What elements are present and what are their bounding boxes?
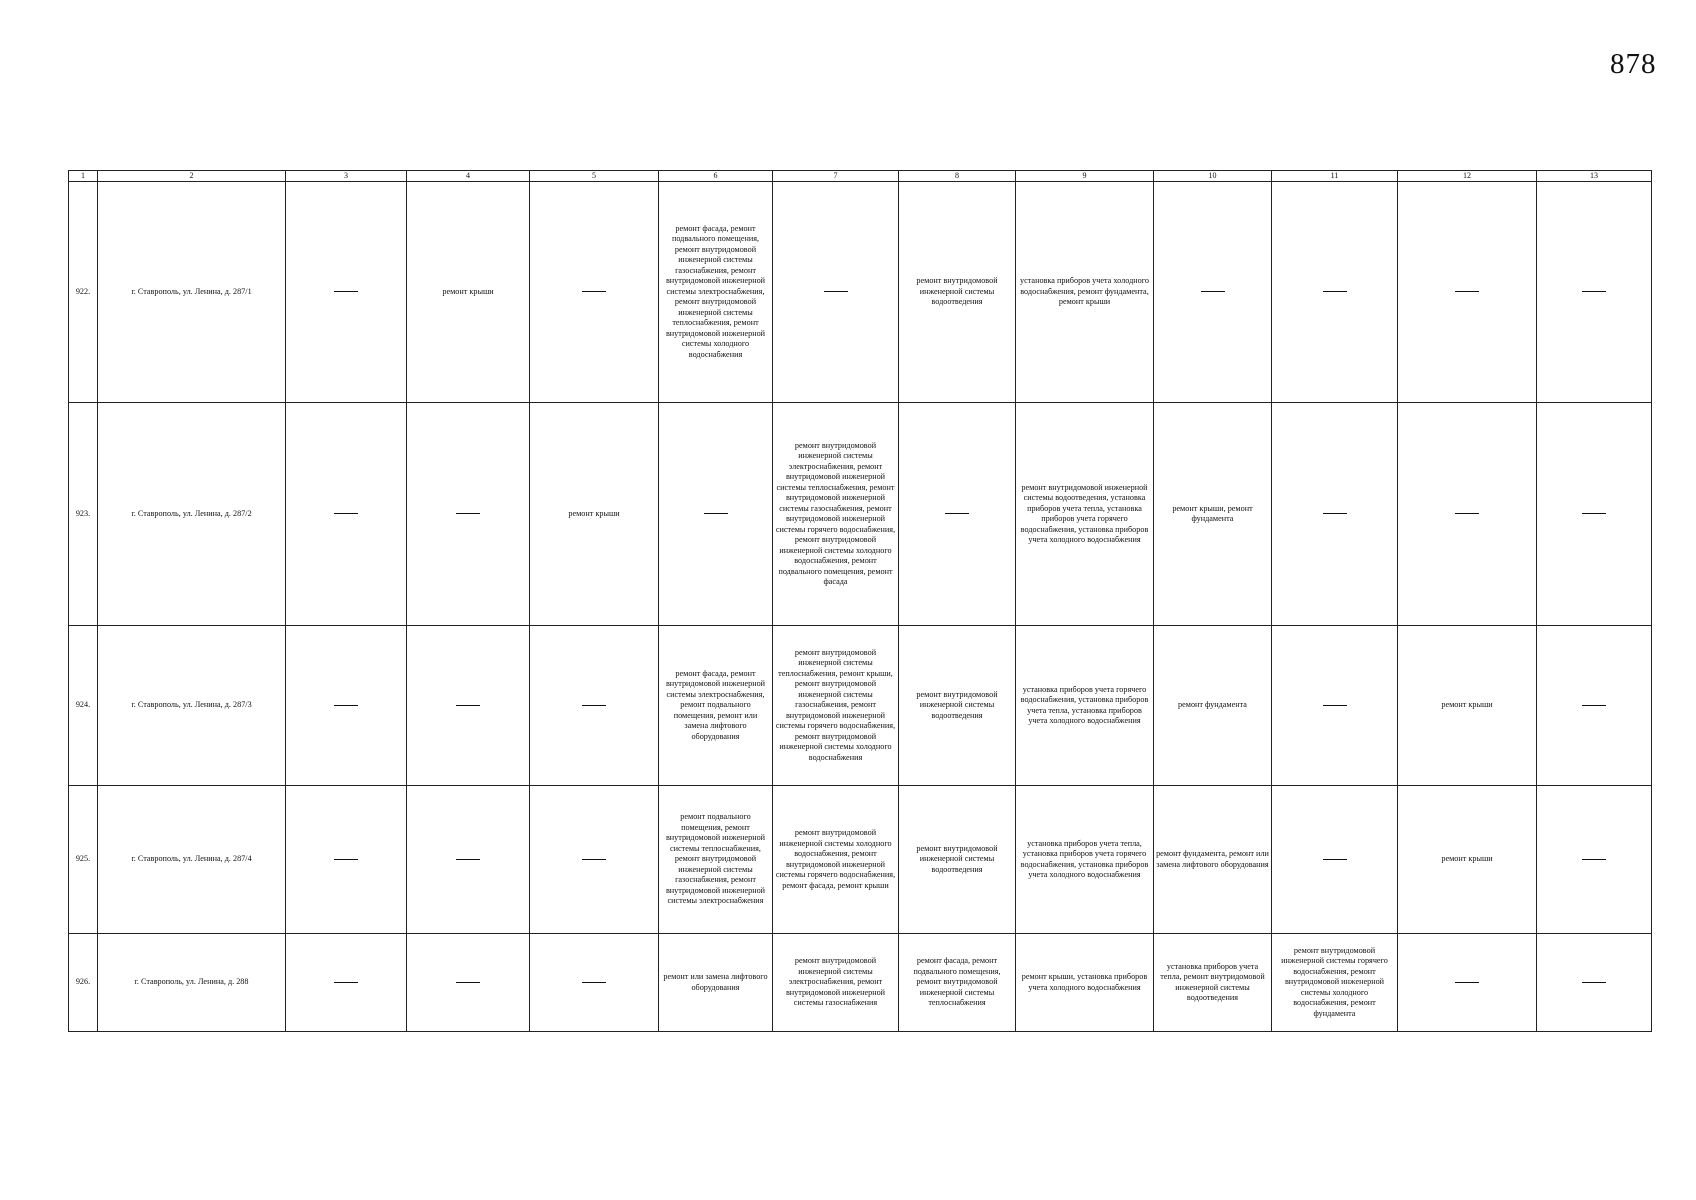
empty-dash: [1323, 705, 1347, 706]
column-number: 12: [1398, 171, 1537, 182]
cell-col6: ремонт или замена лифтового оборудования: [659, 934, 773, 1032]
empty-dash: [456, 982, 480, 983]
table-row: [69, 626, 1652, 786]
cell-col9: ремонт крыши, установка приборов учета холодного водоснабжения: [1016, 934, 1154, 1032]
table-row: [69, 934, 1652, 1032]
column-number: 9: [1016, 171, 1154, 182]
empty-dash: [334, 291, 358, 292]
cell-col10: [1154, 182, 1272, 403]
cell-col8: ремонт внутридомовой инженерной системы водоотведения: [899, 182, 1016, 403]
empty-dash: [1323, 513, 1347, 514]
column-number: 4: [407, 171, 530, 182]
address-cell: г. Ставрополь, ул. Ленина, д. 288: [98, 934, 286, 1032]
cell-col3: [286, 626, 407, 786]
cell-col7: ремонт внутридомовой инженерной системы электроснабжения, ремонт внутридомовой инженерной системы теплоснабжения, ремонт внутридомовой инженерной системы газоснабжения, ремонт внутридомовой инженерной системы горячего водоснабжения, ремонт внутридомовой инженерной системы холодного водоснабжения, ремонт подвального помещения, ремонт фасада: [773, 403, 899, 626]
row-number: 925.: [69, 786, 98, 934]
empty-dash: [824, 291, 848, 292]
empty-dash: [1582, 982, 1606, 983]
cell-col11: [1272, 786, 1398, 934]
cell-col4: ремонт крыши: [407, 182, 530, 403]
cell-col5: ремонт крыши: [530, 403, 659, 626]
cell-col11: [1272, 182, 1398, 403]
empty-dash: [1455, 513, 1479, 514]
page-number: 878: [1610, 48, 1657, 80]
column-number: 3: [286, 171, 407, 182]
cell-col5: [530, 626, 659, 786]
row-number: 926.: [69, 934, 98, 1032]
address-cell: г. Ставрополь, ул. Ленина, д. 287/3: [98, 626, 286, 786]
cell-col7: ремонт внутридомовой инженерной системы теплоснабжения, ремонт крыши, ремонт внутридомовой инженерной системы газоснабжения, ремонт внутридомовой инженерной системы горячего водоснабжения, ремонт внутридомовой инженерной системы холодного водоснабжения: [773, 626, 899, 786]
cell-col10: ремонт фундамента: [1154, 626, 1272, 786]
cell-col13: [1537, 626, 1652, 786]
table-row: [69, 786, 1652, 934]
empty-dash: [334, 982, 358, 983]
column-number: 2: [98, 171, 286, 182]
column-number: 8: [899, 171, 1016, 182]
cell-col6: [659, 403, 773, 626]
cell-col6: ремонт подвального помещения, ремонт внутридомовой инженерной системы теплоснабжения, ремонт внутридомовой инженерной системы газоснабжения, ремонт внутридомовой инженерной системы электроснабжения: [659, 786, 773, 934]
empty-dash: [1201, 291, 1225, 292]
cell-col7: ремонт внутридомовой инженерной системы холодного водоснабжения, ремонт внутридомовой инженерной системы горячего водоснабжения, ремонт фасада, ремонт крыши: [773, 786, 899, 934]
cell-col3: [286, 182, 407, 403]
cell-col9: установка приборов учета горячего водоснабжения, установка приборов учета тепла, установка приборов учета холодного водоснабжения: [1016, 626, 1154, 786]
cell-col5: [530, 786, 659, 934]
empty-dash: [582, 859, 606, 860]
address-cell: г. Ставрополь, ул. Ленина, д. 287/4: [98, 786, 286, 934]
cell-col12: [1398, 934, 1537, 1032]
address-cell: г. Ставрополь, ул. Ленина, д. 287/1: [98, 182, 286, 403]
column-number: 13: [1537, 171, 1652, 182]
empty-dash: [582, 982, 606, 983]
cell-col7: [773, 182, 899, 403]
cell-col9: установка приборов учета тепла, установка приборов учета горячего водоснабжения, установка приборов учета холодного водоснабжения: [1016, 786, 1154, 934]
column-number: 7: [773, 171, 899, 182]
empty-dash: [1582, 513, 1606, 514]
address-cell: г. Ставрополь, ул. Ленина, д. 287/2: [98, 403, 286, 626]
empty-dash: [582, 291, 606, 292]
empty-dash: [334, 859, 358, 860]
empty-dash: [1323, 291, 1347, 292]
empty-dash: [704, 513, 728, 514]
cell-col12: [1398, 403, 1537, 626]
cell-col4: [407, 403, 530, 626]
cell-col8: ремонт внутридомовой инженерной системы водоотведения: [899, 626, 1016, 786]
empty-dash: [456, 513, 480, 514]
cell-col4: [407, 786, 530, 934]
cell-col7: ремонт внутридомовой инженерной системы электроснабжения, ремонт внутридомовой инженерной системы газоснабжения: [773, 934, 899, 1032]
cell-col6: ремонт фасада, ремонт внутридомовой инженерной системы электроснабжения, ремонт подвального помещения, ремонт или замена лифтового оборудования: [659, 626, 773, 786]
empty-dash: [1323, 859, 1347, 860]
cell-col13: [1537, 182, 1652, 403]
column-number: 11: [1272, 171, 1398, 182]
repair-schedule-table: [68, 170, 1652, 1032]
empty-dash: [456, 859, 480, 860]
column-number: 1: [69, 171, 98, 182]
cell-col8: ремонт внутридомовой инженерной системы водоотведения: [899, 786, 1016, 934]
cell-col11: [1272, 626, 1398, 786]
cell-col8: ремонт фасада, ремонт подвального помещения, ремонт внутридомовой инженерной системы теплоснабжения: [899, 934, 1016, 1032]
empty-dash: [1455, 982, 1479, 983]
cell-col5: [530, 182, 659, 403]
row-number: 922.: [69, 182, 98, 403]
cell-col9: ремонт внутридомовой инженерной системы водоотведения, установка приборов учета тепла, установка приборов учета горячего водоснабжения, установка приборов учета холодного водоснабжения: [1016, 403, 1154, 626]
table-row: [69, 403, 1652, 626]
cell-col13: [1537, 786, 1652, 934]
cell-col6: ремонт фасада, ремонт подвального помещения, ремонт внутридомовой инженерной системы газоснабжения, ремонт внутридомовой инженерной системы электроснабжения, ремонт внутридомовой инженерной системы теплоснабжения, ремонт внутридомовой инженерной системы холодного водоснабжения: [659, 182, 773, 403]
empty-dash: [1582, 705, 1606, 706]
cell-col12: [1398, 182, 1537, 403]
cell-col5: [530, 934, 659, 1032]
cell-col13: [1537, 934, 1652, 1032]
row-number: 924.: [69, 626, 98, 786]
cell-col4: [407, 626, 530, 786]
row-number: 923.: [69, 403, 98, 626]
cell-col3: [286, 934, 407, 1032]
empty-dash: [945, 513, 969, 514]
empty-dash: [334, 513, 358, 514]
cell-col10: ремонт фундамента, ремонт или замена лифтового оборудования: [1154, 786, 1272, 934]
cell-col9: установка приборов учета холодного водоснабжения, ремонт фундамента, ремонт крыши: [1016, 182, 1154, 403]
cell-col4: [407, 934, 530, 1032]
empty-dash: [582, 705, 606, 706]
empty-dash: [456, 705, 480, 706]
empty-dash: [1582, 291, 1606, 292]
cell-col8: [899, 403, 1016, 626]
empty-dash: [1455, 291, 1479, 292]
cell-col3: [286, 786, 407, 934]
cell-col11: ремонт внутридомовой инженерной системы горячего водоснабжения, ремонт внутридомовой инженерной системы холодного водоснабжения, ремонт фундамента: [1272, 934, 1398, 1032]
column-number: 6: [659, 171, 773, 182]
cell-col10: ремонт крыши, ремонт фундамента: [1154, 403, 1272, 626]
cell-col10: установка приборов учета тепла, ремонт внутридомовой инженерной системы водоотведения: [1154, 934, 1272, 1032]
empty-dash: [1582, 859, 1606, 860]
column-number: 5: [530, 171, 659, 182]
cell-col12: ремонт крыши: [1398, 786, 1537, 934]
empty-dash: [334, 705, 358, 706]
cell-col13: [1537, 403, 1652, 626]
table-row: [69, 182, 1652, 403]
cell-col3: [286, 403, 407, 626]
cell-col12: ремонт крыши: [1398, 626, 1537, 786]
column-number-row: [69, 171, 1652, 182]
column-number: 10: [1154, 171, 1272, 182]
cell-col11: [1272, 403, 1398, 626]
